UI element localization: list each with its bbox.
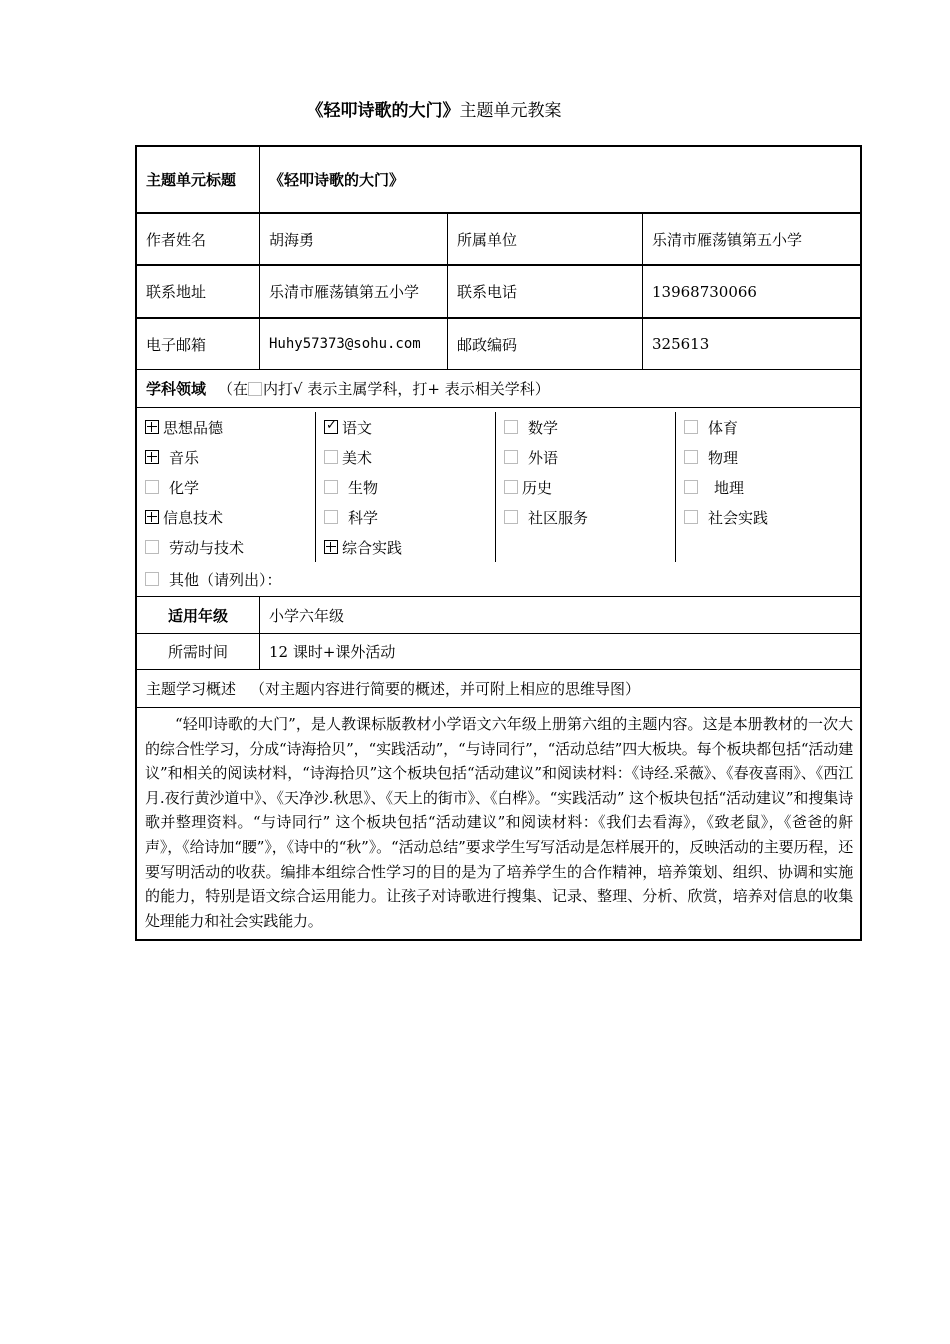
subject-item-science[interactable]: 科学 xyxy=(324,502,495,532)
phone-label: 联系电话 xyxy=(448,266,643,317)
zip-value: 325613 xyxy=(652,335,710,353)
topic-value: 《轻叩诗歌的大门》 xyxy=(269,171,405,189)
grade-label: 适用年级 xyxy=(137,597,260,633)
document-title xyxy=(0,96,868,121)
subject-header-row xyxy=(137,370,860,408)
email-row xyxy=(137,319,860,370)
author-label: 作者姓名 xyxy=(137,214,260,264)
legend-checkbox-icon xyxy=(248,382,262,396)
checkbox-icon[interactable] xyxy=(145,480,159,494)
checkbox-icon[interactable] xyxy=(504,420,518,434)
subject-item-chinese[interactable]: ✓ 语文 xyxy=(324,412,495,442)
subject-item-chemistry[interactable]: 化学 xyxy=(145,472,315,502)
checkbox-icon[interactable] xyxy=(504,510,518,524)
subject-item-foreign-language[interactable]: 外语 xyxy=(504,442,675,472)
checkbox-icon[interactable] xyxy=(145,540,159,554)
subject-column-4 xyxy=(676,412,860,562)
plus-checkbox-icon[interactable] xyxy=(145,420,159,434)
subject-note-a: （在 xyxy=(218,380,249,398)
subject-label: 学科领域 xyxy=(146,380,207,398)
checkbox-icon[interactable] xyxy=(324,450,338,464)
title-name: 《轻叩诗歌的大门》 xyxy=(306,101,460,121)
plus-checkbox-icon[interactable] xyxy=(324,540,338,554)
subject-item-history[interactable]: 历史 xyxy=(504,472,675,502)
subject-item-math[interactable]: 数学 xyxy=(504,412,675,442)
summary-header xyxy=(137,670,860,707)
address-label: 联系地址 xyxy=(137,266,260,317)
subject-column-3 xyxy=(496,412,676,562)
subject-item-social-practice[interactable]: 社会实践 xyxy=(684,502,860,532)
subject-item-geography[interactable]: 地理 xyxy=(684,472,860,502)
checkbox-icon[interactable] xyxy=(684,480,698,494)
checkbox-icon[interactable] xyxy=(145,572,159,586)
subject-column-2 xyxy=(316,412,496,562)
subject-note-b: 内打√ 表示主属学科，打+ 表示相关学科） xyxy=(263,380,550,398)
summary-note: （对主题内容进行简要的概述，并可附上相应的思维导图） xyxy=(250,680,641,698)
author-row xyxy=(137,214,860,266)
subject-item-practice[interactable]: 综合实践 xyxy=(324,532,495,562)
address-row xyxy=(137,266,860,319)
zip-label: 邮政编码 xyxy=(448,319,643,369)
subject-item-physics[interactable]: 物理 xyxy=(684,442,860,472)
title-suffix: 主题单元教案 xyxy=(459,101,562,121)
checkbox-icon[interactable] xyxy=(684,510,698,524)
unit-value: 乐清市雁荡镇第五小学 xyxy=(652,230,803,249)
topic-label: 主题单元标题 xyxy=(137,147,260,212)
plus-checkbox-icon[interactable] xyxy=(145,510,159,524)
subject-item-moral[interactable]: 思想品德 xyxy=(145,412,315,442)
subject-item-biology[interactable]: 生物 xyxy=(324,472,495,502)
topic-row xyxy=(137,147,860,214)
checkbox-icon[interactable] xyxy=(504,480,518,494)
author-value: 胡海勇 xyxy=(260,214,448,264)
grade-row xyxy=(137,597,860,634)
unit-label: 所属单位 xyxy=(448,214,643,264)
other-subject-row[interactable] xyxy=(137,562,860,596)
address-value: 乐清市雁荡镇第五小学 xyxy=(260,266,448,317)
time-row xyxy=(137,634,860,670)
subject-item-community[interactable]: 社区服务 xyxy=(504,502,675,532)
summary-header-row xyxy=(137,670,860,708)
subject-column-1 xyxy=(137,412,316,562)
subject-item-art[interactable]: 美术 xyxy=(324,442,495,472)
subject-item-it[interactable]: 信息技术 xyxy=(145,502,315,532)
subject-checklist xyxy=(137,408,860,597)
email-value: Huhy57373@sohu.com xyxy=(260,319,448,369)
checkbox-icon[interactable] xyxy=(684,450,698,464)
time-label: 所需时间 xyxy=(137,634,260,669)
check-checkbox-icon[interactable] xyxy=(324,420,338,434)
subject-item-music[interactable]: 音乐 xyxy=(145,442,315,472)
subject-header xyxy=(137,370,860,407)
grade-value: 小学六年级 xyxy=(269,606,345,625)
subject-item-pe[interactable]: 体育 xyxy=(684,412,860,442)
summary-label: 主题学习概述 xyxy=(146,680,237,698)
other-label: 其他（请列出）： xyxy=(169,570,282,589)
plus-checkbox-icon[interactable] xyxy=(145,450,159,464)
email-label: 电子邮箱 xyxy=(137,319,260,369)
lesson-plan-form xyxy=(135,145,862,941)
summary-text: “轻叩诗歌的大门”，是人教课标版教材小学语文六年级上册第六组的主题内容。这是本册教材的一次大的综合性学习，分成“诗海拾贝”，“实践活动”，“与诗同行”，“活动总结”四大板块。每个板块都包括“活动建议”和相关的阅读材料，“诗海拾贝”这个板块包括“活动建议”和阅读材料：《诗经.采薇》、《春夜喜雨》、《西江月.夜行黄沙道中》、《天净沙.秋思》、《天上的街市》、《白桦》。“实践活动” 这个板块包括“活动建议”和搜集诗歌并整理资料。“与诗同行” 这个板块包括“活动建议”和阅读材料：《我们去看海》，《致老鼠》，《爸爸的鼾声》，《给诗加“腰”》，《诗中的“秋”》。“活动总结”要求学生写写活动是怎样展开的，反映活动的主要历程，还要写明活动的收获。编排本组综合性学习的目的是为了培养学生的合作精神，培养策划、组织、协调和实施的能力，特别是语文综合运用能力。让孩子对诗歌进行搜集、记录、整理、分析、欣赏，培养对信息的收集处理能力和社会实践能力。 xyxy=(145,715,853,930)
time-value: 12 课时+课外活动 xyxy=(269,643,396,661)
phone-value: 13968730066 xyxy=(652,282,757,301)
subject-item-labor[interactable]: 劳动与技术 xyxy=(145,532,315,562)
checkbox-icon[interactable] xyxy=(684,420,698,434)
checkbox-icon[interactable] xyxy=(324,510,338,524)
checkbox-icon[interactable] xyxy=(324,480,338,494)
checkbox-icon[interactable] xyxy=(504,450,518,464)
